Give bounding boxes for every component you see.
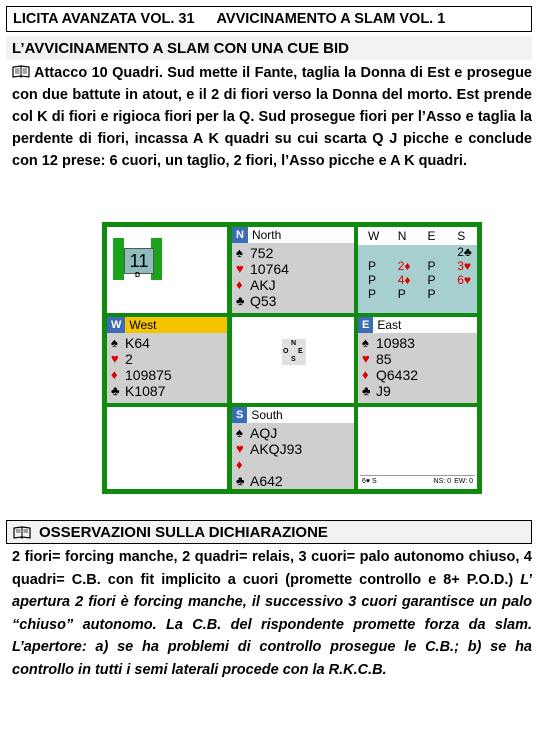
bidding-row: P 2♦ P 3♥ [368, 259, 472, 273]
chapter-subtitle: L’AVVICINAMENTO A SLAM CON UNA CUE BID [6, 36, 532, 60]
bidding-row: P P P [368, 287, 436, 301]
header-right: AVVICINAMENTO A SLAM VOL. 1 [216, 11, 446, 27]
north-diamonds: AKJ [250, 277, 276, 293]
bidding-row: 2♣ [457, 245, 472, 259]
page-header [6, 6, 532, 32]
section-header [6, 520, 532, 544]
diamond-icon: ♦ [111, 367, 118, 382]
bridge-diagram [102, 222, 482, 494]
bidding-row: P 4♦ P 6♥ [368, 273, 472, 287]
compass-icon: N O E S [282, 339, 306, 365]
diamond-icon: ♦ [362, 367, 369, 382]
dealer-label: D [134, 272, 141, 279]
observations-paragraph [12, 546, 532, 681]
board-cell [107, 227, 227, 313]
observations-italic: L’ apertura 2 fiori è forcing manche, il successivo 3 cuori garantisce un palo “chiuso” autonomo. La C.B. del rispondente promette forza da slam. L’apertore: a) se ha problemi di controllo prosegue le C.B.; b) se ha controllo in tutti i semi laterali procede con la R.K.C.B. [12, 571, 532, 678]
club-icon: ♣ [236, 473, 245, 488]
lead-text: Attacco 10 Quadri. Sud mette il Fante, taglia la Donna di Est e prosegue con due battute in atout, e il 2 di fiori verso la Donna del morto. Est prende col K di fiori e rigioca fiori per la Q. Sud prosegue fiori per l’Asso e taglia la perdente di fiori, incassa A K quadri su cui scarta Q J picche e conclude con 12 prese: 6 cuori, un taglio, 2 fiori, l’Asso picche e A K quadri. [12, 65, 532, 169]
score-ns: NS: 0 [433, 478, 452, 485]
spade-icon: ♠ [236, 425, 243, 440]
north-hand [232, 227, 354, 313]
header-left: LICITA AVANZATA VOL. 31 [13, 11, 195, 27]
east-hearts: 85 [376, 351, 392, 367]
west-tag: W [107, 317, 125, 333]
bidding-header: W N E S [358, 227, 477, 245]
north-name: North [251, 228, 282, 242]
heart-icon: ♥ [236, 261, 244, 276]
north-spades: 752 [250, 245, 274, 261]
score-ew: EW: 0 [454, 478, 473, 485]
score-bar [360, 475, 475, 487]
diamond-icon: ♦ [236, 457, 243, 472]
west-clubs: K1087 [125, 383, 166, 399]
board-marker [113, 238, 162, 280]
empty-cell [107, 407, 227, 489]
spade-icon: ♠ [111, 335, 118, 350]
board-number: 11 [124, 248, 154, 274]
south-clubs: A642 [250, 473, 283, 489]
west-name: West [129, 318, 157, 332]
club-icon: ♣ [111, 383, 120, 398]
east-tag: E [358, 317, 373, 333]
west-hand [107, 317, 227, 403]
east-name: East [377, 318, 402, 332]
west-spades: K64 [125, 335, 150, 351]
west-diamonds: 109875 [125, 367, 172, 383]
lead-paragraph [12, 62, 532, 172]
heart-icon: ♥ [236, 441, 244, 456]
east-diamonds: Q6432 [376, 367, 419, 383]
north-hearts: 10764 [250, 261, 289, 277]
heart-icon: ♥ [362, 351, 370, 366]
observations-plain: 2 fiori= forcing manche, 2 quadri= relais, 3 cuori= palo autonomo chiuso, 4 quadri= C.B. con fit implicito a cuori (promette controllo e 8+ P.O.D.) [12, 549, 532, 588]
east-spades: 10983 [376, 335, 415, 351]
south-name: South [251, 408, 283, 422]
south-hearts: AKQJ93 [250, 441, 303, 457]
bidding-table [358, 227, 477, 313]
book-icon [13, 526, 31, 539]
east-hand [358, 317, 477, 403]
spade-icon: ♠ [362, 335, 369, 350]
spade-icon: ♠ [236, 245, 243, 260]
south-spades: AQJ [250, 425, 278, 441]
heart-icon: ♥ [111, 351, 119, 366]
section-title: OSSERVAZIONI SULLA DICHIARAZIONE [39, 523, 328, 541]
club-icon: ♣ [236, 293, 245, 308]
east-clubs: J9 [376, 383, 391, 399]
south-tag: S [232, 407, 247, 423]
west-hearts: 2 [125, 351, 133, 367]
score-cell [358, 407, 477, 489]
diamond-icon: ♦ [236, 277, 243, 292]
score-contract: 6♥ S [362, 478, 377, 485]
book-icon [12, 65, 30, 78]
club-icon: ♣ [362, 383, 371, 398]
table-center [232, 317, 354, 403]
south-hand [232, 407, 354, 489]
north-clubs: Q53 [250, 293, 277, 309]
north-tag: N [232, 227, 248, 243]
